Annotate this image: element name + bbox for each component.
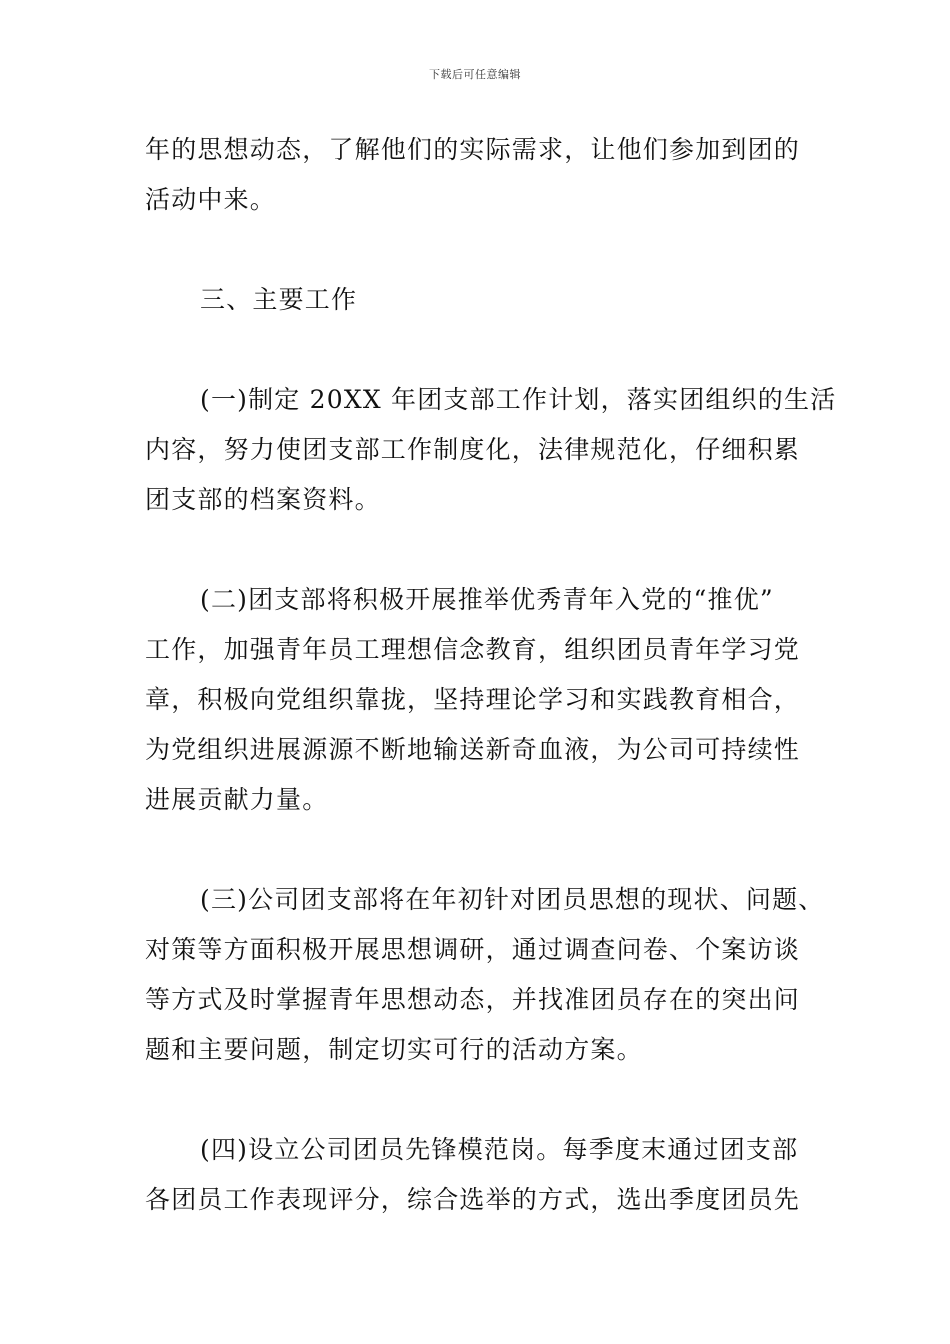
text-line: 题和主要问题，制定切实可行的活动方案。 xyxy=(145,1035,643,1064)
page-header: 下载后可任意编辑 xyxy=(429,68,521,81)
text-line: 工作，加强青年员工理想信念教育，组织团员青年学习党 xyxy=(145,635,801,664)
text-line: 等方式及时掌握青年思想动态，并找准团员存在的突出问 xyxy=(145,985,801,1014)
text-line: 年的思想动态，了解他们的实际需求，让他们参加到团的 xyxy=(145,135,801,164)
text-line: 团支部的档案资料。 xyxy=(145,485,381,514)
text-line: 章，积极向党组织靠拢，坚持理论学习和实践教育相合， xyxy=(145,685,801,714)
text-line: 为党组织进展源源不断地输送新奇血液，为公司可持续性 xyxy=(145,735,801,764)
text-line: (四)设立公司团员先锋模范岗。每季度末通过团支部 xyxy=(200,1135,799,1164)
text-line: 进展贡献力量。 xyxy=(145,785,329,814)
text-line: (二)团支部将积极开展推举优秀青年入党的“推优” xyxy=(200,585,774,614)
text-line: (一)制定 20XX 年团支部工作计划，落实团组织的生活 xyxy=(200,385,837,414)
text-line: 内容，努力使团支部工作制度化，法律规范化，仔细积累 xyxy=(145,435,801,464)
text-line: (三)公司团支部将在年初针对团员思想的现状、问题、 xyxy=(200,885,825,914)
text-line: 对策等方面积极开展思想调研，通过调查问卷、个案访谈 xyxy=(145,935,801,964)
section-heading: 三、主要工作 xyxy=(200,285,358,314)
text-line: 活动中来。 xyxy=(145,185,277,214)
text-line: 各团员工作表现评分，综合选举的方式，选出季度团员先 xyxy=(145,1185,801,1214)
